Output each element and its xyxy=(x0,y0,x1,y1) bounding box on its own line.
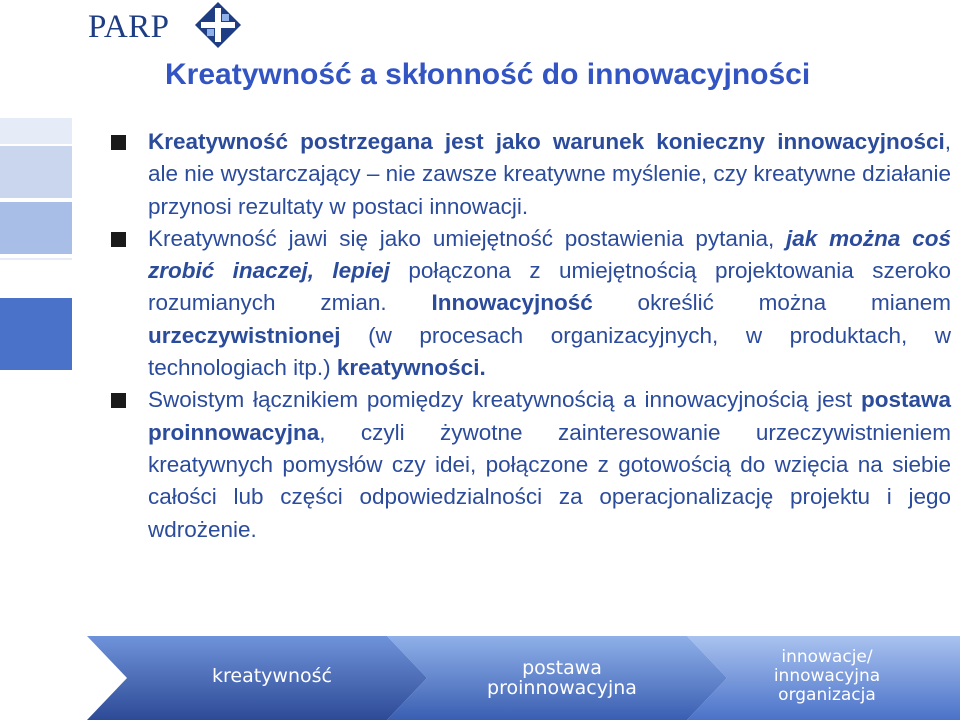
bullet-text-segment: , ale nie wystarczający – nie zawsze kreatywne myślenie, czy kreatywne działanie przynosi rezultaty w postaci innowacji. xyxy=(148,129,951,219)
logo-text: PARP xyxy=(88,9,170,45)
bullet-text-segment: jak można coś zrobić inaczej, lepiej xyxy=(148,225,951,284)
bullet-text-segment: Kreatywność jawi się jako umiejętność postawienia pytania, xyxy=(148,225,787,251)
logo-cross-icon xyxy=(193,0,243,50)
bullet-text-segment: postawa proinnowacyjna xyxy=(148,387,951,445)
bullet-text-segment: urzeczywistnionej xyxy=(148,322,341,348)
bullet-text-segment: określić można mianem xyxy=(592,290,952,316)
bullet-text-segment: , czyli żywotne zainteresowanie urzeczywistnieniem kreatywnych pomysłów czy idei, połączone z gotowością do wzięcia na siebie całości lub części odpowiedzialności za operacjonalizację projektu i jego wdrożenie. xyxy=(148,419,951,542)
bullet-item xyxy=(111,126,951,223)
bullet-text-segment: Kreatywność postrzegana jest jako warunek konieczny innowacyjności xyxy=(148,129,945,154)
bullet-square-icon xyxy=(111,393,126,408)
bullet-text-segment: Innowacyjność xyxy=(431,290,593,316)
bullet-text-segment: Swoistym łącznikiem pomiędzy kreatywnością a innowacyjnością jest xyxy=(148,387,861,413)
bullet-list xyxy=(111,126,951,546)
banner-label-postawa: postawa proinnowacyjna xyxy=(487,657,637,699)
bullet-item xyxy=(111,384,951,545)
process-banner xyxy=(87,636,960,725)
banner-label-innowacje: innowacje/ innowacyjna organizacja xyxy=(773,647,881,705)
bullet-text-segment: połączona z umiejętnością projektowania szeroko rozumianych zmian. xyxy=(148,258,951,316)
slide-title: Kreatywność a skłonność do innowacyjności xyxy=(165,58,811,91)
bullet-square-icon xyxy=(111,135,126,150)
bullet-text-segment: (w procesach organizacyjnych, w produktach, w technologiach itp.) xyxy=(148,322,951,381)
bullet-square-icon xyxy=(111,232,126,247)
bullet-item xyxy=(111,223,951,384)
parp-logo xyxy=(88,0,248,52)
banner-label-kreatywnosc: kreatywność xyxy=(212,665,332,687)
bullet-text-segment: kreatywności. xyxy=(336,355,486,381)
